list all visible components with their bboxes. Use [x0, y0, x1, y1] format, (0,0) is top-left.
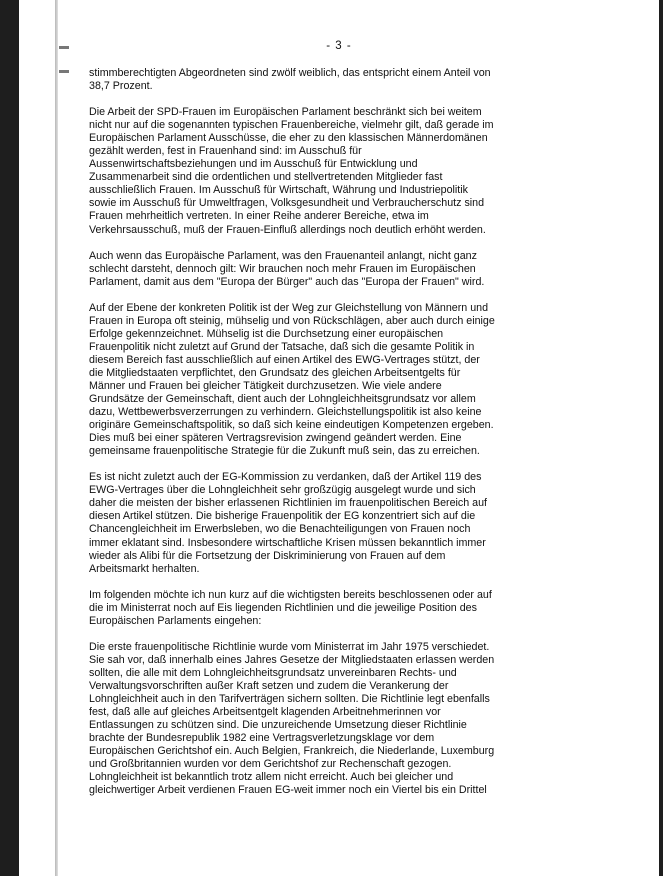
text-line: stimmberechtigten Abgeordneten sind zwölf weiblich, das entspricht einem Anteil von: [89, 67, 491, 79]
text-line: gemeinsame frauenpolitische Strategie für die Zukunft muß sein, das zu erreichen.: [89, 445, 480, 458]
text-line: diesen Artikel stützen. Die bisherige Frauenpolitik der EG konzentriert sich auf die: [89, 510, 476, 523]
text-line: Europäischen Gerichtshof ein. Auch Belgien, Frankreich, die Niederlande, Luxemburg: [89, 745, 495, 758]
text-line: die Mitgliedstaaten verpflichtet, den Grundsatz des gleichen Arbeitsentgelts für: [89, 366, 461, 379]
text-line: gleichwertiger Arbeit verdienen Frauen EG-weit immer noch ein Viertel bis ein Drittel: [89, 784, 487, 797]
document-page: [19, 0, 659, 876]
text-line: Zusammenarbeit sind die ordentlichen und stellvertretenden Mitglieder fast: [89, 171, 443, 184]
text-line: schlecht darsteht, dennoch gilt: Wir brauchen noch mehr Frauen im Europäischen: [89, 262, 476, 275]
paragraph: [89, 250, 521, 289]
text-line: Männer und Frauen bei gleicher Tätigkeit durchzusetzen. Wie viele andere: [89, 379, 442, 392]
text-line: Frauenpolitik nicht zuletzt auf Grund der Tatsache, daß sich die gesamte Politik in: [89, 340, 475, 353]
page-edge-shadow: [55, 0, 58, 876]
text-line: Im folgenden möchte ich nun kurz auf die wichtigsten bereits beschlossenen oder auf: [89, 588, 492, 601]
text-line: Lohngleichheit auch in den Tarifverträgen sichern sollten. Die Richtlinie legt ebenfalls: [89, 692, 490, 705]
text-line: daher die meisten der bisher erlassenen Richtlinien im frauenpolitischen Bereich auf: [89, 497, 488, 510]
text-line: Chancengleichheit im Erwerbsleben, wo die Benachteiligungen von Frauen noch: [89, 523, 471, 536]
text-line: fest, daß alle auf gleiches Arbeitsentgelt klagenden Arbeitnehmerinnen vor: [89, 706, 441, 719]
text-line: die im Ministerrat noch auf Eis liegenden Richtlinien und die jeweilige Position des: [89, 601, 477, 614]
paragraph: [89, 302, 521, 459]
paragraph: [89, 106, 521, 236]
text-line: sowie im Ausschuß für Umweltfragen, Volksgesundheit und Verbraucherschutz sind: [89, 197, 485, 210]
text-line: gezählt werden, fest in Frauenhand sind: im Ausschuß für: [89, 145, 362, 158]
text-line: Die erste frauenpolitische Richtlinie wurde vom Ministerrat im Jahr 1975 verschiedet.: [89, 640, 490, 653]
text-line: Europäischen Parlament Ausschüsse, die eher zu den klassischen Männerdomänen: [89, 132, 488, 145]
text-line: Entlassungen zu schützen sind. Die unzureichende Umsetzung dieser Richtlinie: [89, 719, 467, 732]
paragraph: [89, 641, 521, 798]
text-line: 38,7 Prozent.: [89, 80, 153, 93]
text-line: Verwaltungsvorschriften außer Kraft setzen und zudem die Verankerung der: [89, 679, 449, 692]
text-line: originäre Gemeinschaftspolitik, so daß sich keine eindeutigen Kompetenzen ergeben.: [89, 419, 494, 432]
text-line: Sie sah vor, daß innerhalb eines Jahres Gesetze der Mitgliedstaaten erlassen werden: [89, 653, 495, 666]
text-line: Lohngleichheit ist bekanntlich trotz allem nicht erreicht. Auch bei gleicher und: [89, 771, 454, 784]
text-line: Auch wenn das Europäische Parlament, was den Frauenanteil anlangt, nicht ganz: [89, 249, 477, 262]
text-line: Frauen in Europa oft steinig, mühselig und von Rückschlägen, aber auch durch einige: [89, 314, 495, 327]
text-line: Aussenwirtschaftsbeziehungen und im Ausschuß für Entwicklung und: [89, 158, 418, 171]
document-body: [89, 67, 521, 810]
punch-mark: [59, 70, 69, 73]
text-line: brachte der Bundesrepublik 1982 eine Vertragsverletzungsklage vor dem: [89, 732, 435, 745]
page-number: - 3 -: [326, 40, 352, 52]
text-line: Dies muß bei einer späteren Vertragsrevision zwingend geändert werden. Eine: [89, 432, 462, 445]
text-line: wieder als Alibi für die Fortsetzung der Diskriminierung von Frauen auf dem: [89, 549, 446, 562]
text-line: nicht nur auf die sogenannten typischen Frauenbereiche, vielmehr gilt, daß gerade im: [89, 119, 494, 132]
text-line: immer eklatant sind. Insbesondere wirtschaftliche Krisen müssen bekanntlich immer: [89, 536, 486, 549]
text-line: Es ist nicht zuletzt auch der EG-Kommission zu verdanken, daß der Artikel 119 des: [89, 471, 482, 484]
paragraph: [89, 471, 521, 575]
text-line: ausschließlich Frauen. Im Ausschuß für Wirtschaft, Währung und Industriepolitik: [89, 184, 468, 197]
text-line: Europäischen Parlaments eingehen:: [89, 614, 262, 627]
text-line: dazu, Wettbewerbsverzerrungen zu verhindern. Gleichstellungspolitik ist also keine: [89, 406, 482, 419]
paragraph: [89, 67, 521, 93]
text-line: sollten, die alle mit dem Lohngleichheitsgrundsatz unvereinbaren Rechts- und: [89, 666, 457, 679]
text-line: Frauen mehrheitlich vertreten. In einer Reihe anderer Bereiche, etwa im: [89, 210, 429, 223]
text-line: EWG-Vertrages über die Lohngleichheit sehr großzügig ausgelegt wurde und sich: [89, 484, 476, 497]
text-line: Die Arbeit der SPD-Frauen im Europäischen Parlament beschränkt sich bei weitem: [89, 106, 482, 119]
text-line: Parlament, damit aus dem "Europa der Bürger" auch das "Europa der Frauen" wird.: [89, 275, 485, 288]
text-line: Arbeitsmarkt herhalten.: [89, 562, 200, 575]
text-line: diesem Bereich fast ausschließlich auf einen Artikel des EWG-Vertrages stützt, der: [89, 353, 480, 366]
text-line: und Großbritannien wurden vor dem Gerichtshof zur Rechenschaft gezogen.: [89, 758, 452, 771]
text-line: Auf der Ebene der konkreten Politik ist der Weg zur Gleichstellung von Männern und: [89, 301, 489, 314]
text-line: Grundsätze der Gemeinschaft, dient auch der Lohngleichheitsgrundsatz vor allem: [89, 393, 476, 406]
paragraph: [89, 589, 521, 628]
text-line: Erfolge gekennzeichnet. Mühselig ist die Durchsetzung einer europäischen: [89, 327, 444, 340]
text-line: Verkehrsausschuß, muß der Frauen-Einfluß allerdings noch deutlich erhöht werden.: [89, 223, 486, 236]
